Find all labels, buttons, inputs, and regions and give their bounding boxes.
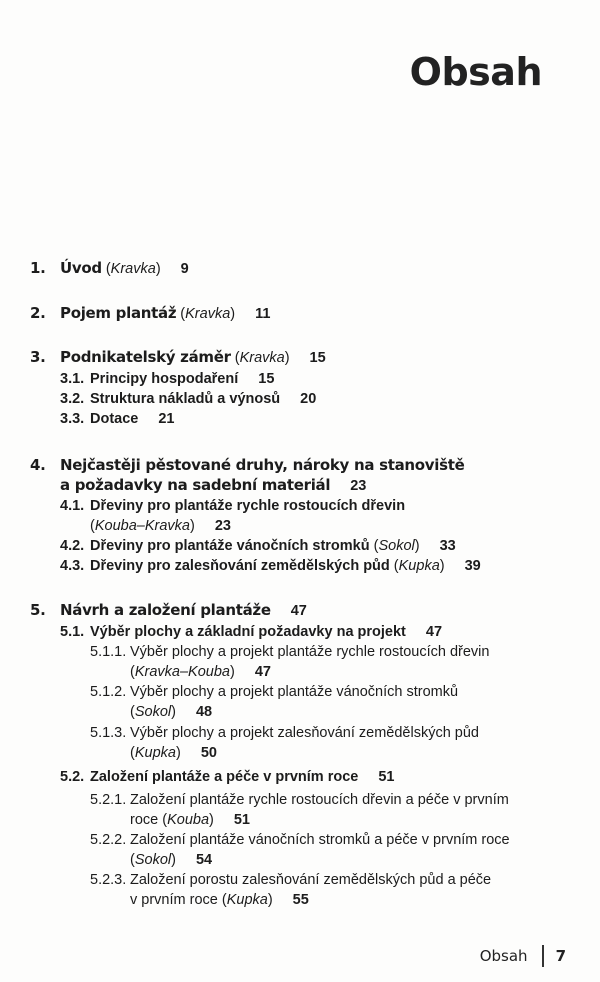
- toc-entry-number: 1.: [30, 259, 46, 277]
- toc-entry-title: Principy hospodaření: [90, 371, 239, 387]
- toc-entry-number: 3.: [30, 348, 46, 366]
- toc-entry-page: 11: [255, 306, 271, 322]
- toc-entry-author: (Kravka–Kouba): [130, 664, 235, 681]
- toc-entry-page: 21: [158, 411, 175, 427]
- toc-entry-page: 51: [378, 769, 395, 785]
- toc-entry-number: 5.2.1.: [90, 792, 127, 808]
- toc-entry-number: 2.: [30, 304, 46, 322]
- toc-entry-page: 51: [233, 812, 250, 829]
- toc-line: [130, 850, 212, 870]
- footer-section: Obsah: [479, 947, 528, 965]
- toc-entry-author: (Kupka): [389, 558, 445, 574]
- toc-entry-page: 23: [214, 518, 231, 535]
- page-footer: [480, 945, 566, 967]
- toc-entry-number: 5.1.2.: [90, 684, 127, 700]
- toc-entry-title: Založení plantáže rychle rostoucích dřevin a péče v prvním: [130, 792, 509, 808]
- toc-line: [90, 723, 479, 743]
- toc-line: [30, 455, 465, 475]
- toc-entry-title: Dotace: [90, 411, 139, 427]
- toc-line: [30, 600, 307, 621]
- toc-entry-number: 3.2.: [60, 391, 85, 407]
- author-name: Kravka: [239, 350, 285, 366]
- toc-entry-title: Dřeviny pro plantáže rychle rostoucích dřevin: [90, 498, 406, 514]
- toc-entry-number: 4.1.: [60, 498, 85, 514]
- toc-entry-author: (Sokol): [130, 704, 176, 721]
- toc-entry-page: 47: [290, 603, 307, 619]
- toc-entry-number: 5.1.: [60, 624, 85, 640]
- footer-divider: [542, 945, 544, 967]
- toc-entry-title: Výběr plochy a projekt plantáže rychle rostoucích dřevin: [130, 644, 490, 660]
- toc-line: [30, 258, 189, 279]
- page-number: 7: [555, 947, 566, 965]
- toc-entry-number: 5.2.2.: [90, 832, 127, 848]
- toc-entry-title: Úvod: [60, 259, 102, 277]
- author-name: Kupka: [398, 558, 440, 574]
- toc-entry-title: Dřeviny pro zalesňování zemědělských půd: [90, 558, 390, 574]
- toc-entry-number: 5.1.3.: [90, 725, 127, 741]
- author-name: Kupka: [226, 892, 268, 909]
- author-name: Kupka: [134, 745, 176, 762]
- toc-entry-page: 9: [180, 261, 189, 277]
- toc-line: [60, 369, 275, 389]
- toc-line: [60, 536, 456, 556]
- toc-entry-author: (Kravka): [101, 261, 161, 277]
- toc-line: [90, 642, 490, 662]
- toc-entry-title: a požadavky na sadební materiál: [60, 476, 331, 495]
- toc-entry-number: 5.2.3.: [90, 872, 127, 888]
- author-name: Sokol: [134, 852, 172, 869]
- toc-line: [130, 702, 212, 722]
- toc-entry-title: Založení porostu zalesňování zemědělských půd a péče: [130, 872, 492, 888]
- toc-line: [90, 830, 510, 850]
- toc-entry-page: 48: [195, 704, 213, 721]
- toc-entry-title: roce: [130, 812, 159, 829]
- toc-entry-author: (Kupka): [130, 745, 181, 762]
- toc-entry-page: 20: [300, 391, 317, 407]
- page-title: Obsah: [409, 50, 542, 94]
- toc-line: [60, 389, 317, 409]
- toc-entry-number: 4.2.: [60, 538, 85, 554]
- toc-line: [90, 870, 492, 890]
- toc-entry-title: Výběr plochy a projekt zalesňování zemědělských půd: [130, 725, 479, 741]
- toc-entry-number: 5.: [30, 601, 46, 619]
- toc-line: [60, 556, 481, 576]
- toc-entry-number: 5.1.1.: [90, 644, 127, 660]
- toc-entry-author: (Kupka): [217, 892, 273, 909]
- toc-entry-author: (Kravka): [230, 350, 290, 366]
- author-name: Kouba–Kravka: [94, 518, 190, 535]
- toc-line: [90, 790, 509, 810]
- toc-line: [130, 890, 309, 910]
- toc-entry-title: Založení plantáže vánočních stromků a péče v prvním roce: [130, 832, 510, 848]
- toc-line: [90, 516, 231, 536]
- toc-line: [130, 662, 271, 682]
- toc-entry-title: v prvním roce: [130, 892, 218, 909]
- toc-entry-page: 33: [439, 538, 456, 554]
- toc-line: [60, 409, 175, 429]
- toc-entry-title: Podnikatelský záměr: [60, 348, 231, 366]
- toc-entry-page: 15: [309, 350, 326, 366]
- toc-entry-title: Založení plantáže a péče v prvním roce: [90, 769, 359, 785]
- toc-line: [130, 743, 217, 763]
- toc-entry-number: 4.3.: [60, 558, 85, 574]
- toc-entry-number: 3.1.: [60, 371, 85, 387]
- toc-entry-author: (Kouba–Kravka): [90, 518, 195, 535]
- toc-entry-page: 23: [350, 478, 367, 495]
- toc-entry-page: 15: [258, 371, 275, 387]
- toc-entry-title: Struktura nákladů a výnosů: [90, 391, 281, 407]
- toc-line: [130, 810, 250, 830]
- author-name: Sokol: [134, 704, 172, 721]
- toc-entry-page: 47: [425, 624, 443, 640]
- toc-entry-title: Návrh a založení plantáže: [60, 601, 271, 619]
- toc-entry-title: Výběr plochy a projekt plantáže vánočních stromků: [130, 684, 459, 700]
- toc-entry-page: 54: [195, 852, 213, 869]
- toc-entry-page: 47: [254, 664, 271, 681]
- author-name: Sokol: [378, 538, 415, 554]
- toc-entry-page: 55: [292, 892, 309, 909]
- author-name: Kravka–Kouba: [134, 664, 230, 681]
- toc-entry-author: (Kouba): [158, 812, 214, 829]
- toc-line: [90, 682, 459, 702]
- toc-line: [60, 622, 443, 642]
- author-name: Kravka: [185, 306, 231, 322]
- toc-line: [60, 767, 395, 787]
- author-name: Kouba: [167, 812, 210, 829]
- toc-entry-page: 39: [464, 558, 481, 574]
- toc-line: [30, 303, 271, 324]
- toc-entry-title: Výběr plochy a základní požadavky na projekt: [90, 624, 406, 640]
- author-name: Kravka: [110, 261, 156, 277]
- toc-entry-title: Pojem plantáž: [60, 304, 177, 322]
- toc-entry-author: (Kravka): [176, 306, 236, 322]
- toc-line: [60, 475, 366, 496]
- toc-entry-author: (Sokol): [130, 852, 176, 869]
- toc-entry-title: Dřeviny pro plantáže vánočních stromků: [90, 538, 370, 554]
- toc-entry-number: 5.2.: [60, 769, 85, 785]
- toc-entry-number: 4.: [30, 456, 46, 474]
- toc-line: [60, 496, 406, 516]
- toc-entry-author: (Sokol): [369, 538, 420, 554]
- toc-entry-page: 50: [200, 745, 217, 762]
- toc-line: [30, 347, 326, 368]
- toc-entry-title: Nejčastěji pěstované druhy, nároky na stanoviště: [60, 456, 465, 474]
- toc-entry-number: 3.3.: [60, 411, 85, 427]
